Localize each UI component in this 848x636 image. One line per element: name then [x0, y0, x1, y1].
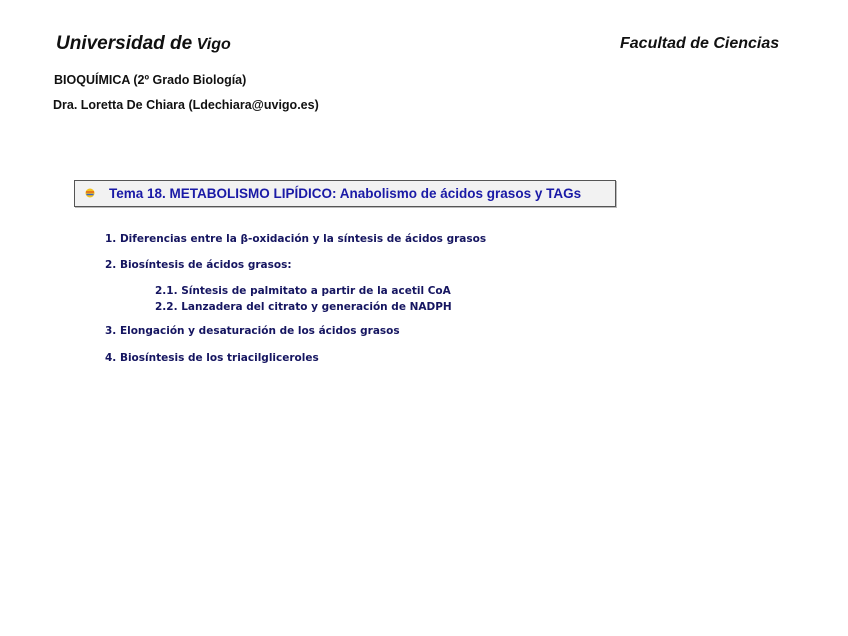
university-name-city: Vigo — [196, 36, 231, 53]
topic-banner — [74, 180, 616, 207]
university-name — [56, 33, 231, 55]
outline-item-4: 4. Biosíntesis de los triacilgliceroles — [105, 352, 319, 364]
outline-item-2-2: 2.2. Lanzadera del citrato y generación de NADPH — [155, 301, 452, 313]
faculty-name: Facultad de Ciencias — [620, 35, 780, 52]
outline-item-2: 2. Biosíntesis de ácidos grasos: — [105, 259, 292, 271]
bullet-icon — [83, 186, 97, 200]
topic-title: Tema 18. METABOLISMO LIPÍDICO: Anabolismo de ácidos grasos y TAGs — [109, 186, 582, 201]
course-title: BIOQUÍMICA (2º Grado Biología) — [54, 73, 247, 87]
outline-item-3: 3. Elongación y desaturación de los ácidos grasos — [105, 325, 400, 337]
outline-item-2-1: 2.1. Síntesis de palmitato a partir de la acetil CoA — [155, 285, 451, 297]
teacher-name: Dra. Loretta De Chiara (Ldechiara@uvigo.es) — [53, 98, 319, 112]
outline-item-1: 1. Diferencias entre la β-oxidación y la síntesis de ácidos grasos — [105, 233, 487, 245]
university-name-main: Universidad de — [56, 33, 193, 54]
